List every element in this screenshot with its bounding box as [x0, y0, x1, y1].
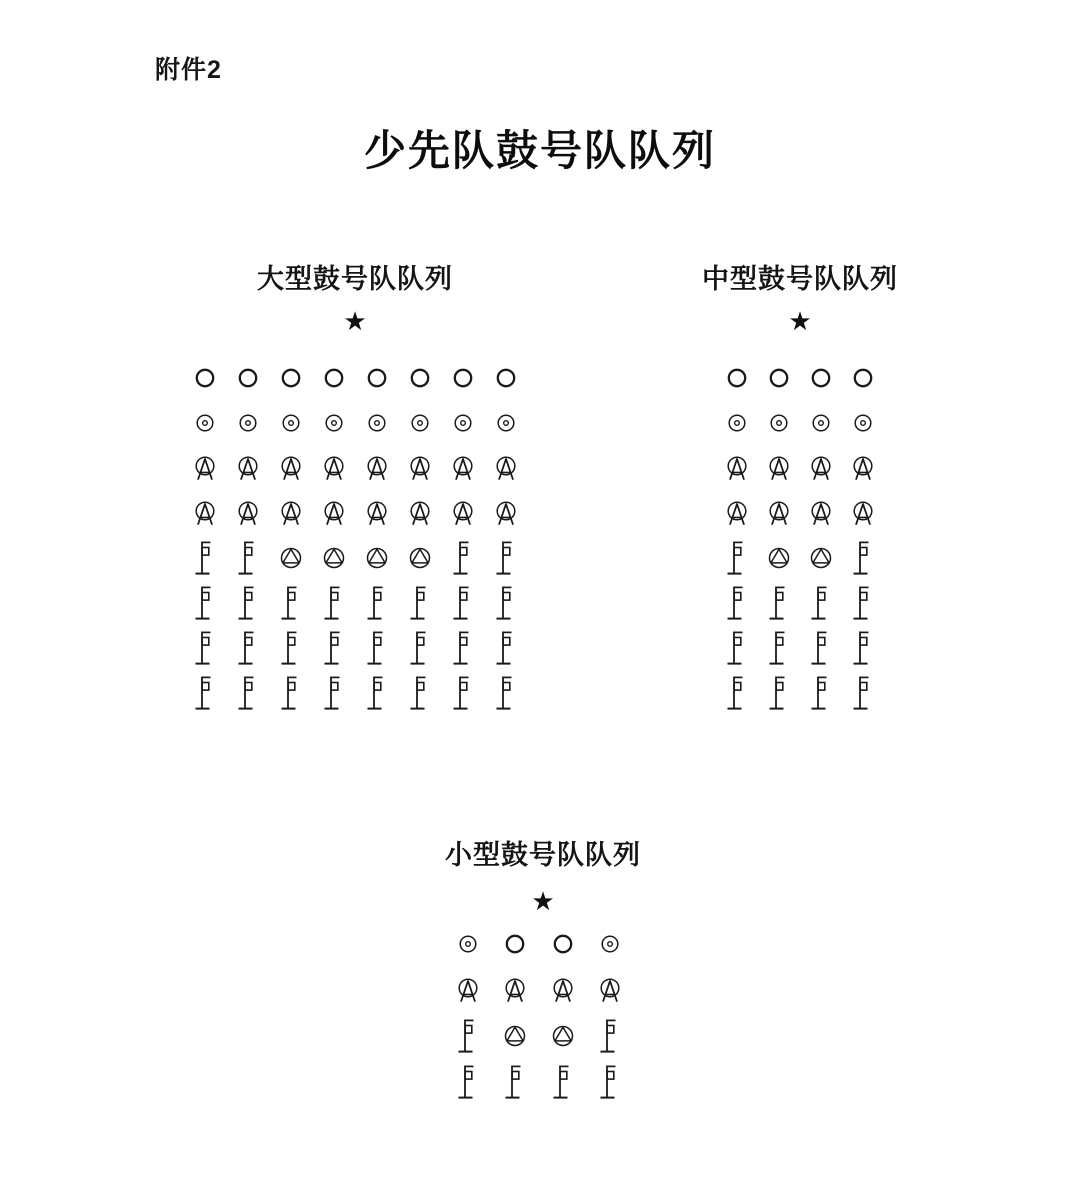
double-circle-icon	[312, 400, 355, 445]
flag-icon	[441, 535, 484, 580]
flag-icon	[355, 580, 398, 625]
flag-icon	[444, 1059, 492, 1105]
flag-icon	[758, 580, 800, 625]
circle-icon	[539, 921, 587, 967]
formation-medium-title: 中型鼓号队队列	[702, 264, 898, 294]
circle-icon	[312, 355, 355, 400]
circle-a-icon	[842, 490, 884, 535]
formation-large-grid	[183, 355, 527, 715]
flag-icon	[444, 1013, 492, 1059]
formation-row	[183, 670, 527, 715]
flag-icon	[539, 1059, 587, 1105]
flag-icon	[842, 580, 884, 625]
double-circle-icon	[226, 400, 269, 445]
star-icon: ★	[788, 307, 812, 337]
flag-icon	[441, 625, 484, 670]
formation-small-title: 小型鼓号队队列	[445, 840, 641, 870]
circle-a-icon	[269, 445, 312, 490]
circle-a-icon	[484, 490, 527, 535]
flag-icon	[758, 625, 800, 670]
double-circle-icon	[269, 400, 312, 445]
flag-icon	[398, 580, 441, 625]
circle-triangle-icon	[398, 535, 441, 580]
flag-icon	[492, 1059, 540, 1105]
flag-icon	[800, 670, 842, 715]
formation-row	[716, 580, 884, 625]
circle-a-icon	[484, 445, 527, 490]
formation-row	[183, 535, 527, 580]
flag-icon	[716, 625, 758, 670]
circle-a-icon	[312, 445, 355, 490]
circle-icon	[226, 355, 269, 400]
star-icon: ★	[531, 887, 555, 917]
formation-row	[716, 490, 884, 535]
flag-icon	[355, 670, 398, 715]
flag-icon	[800, 625, 842, 670]
flag-icon	[355, 625, 398, 670]
double-circle-icon	[842, 400, 884, 445]
flag-icon	[226, 625, 269, 670]
circle-a-icon	[183, 490, 226, 535]
formation-row	[183, 355, 527, 400]
circle-a-icon	[716, 490, 758, 535]
double-circle-icon	[716, 400, 758, 445]
flag-icon	[758, 670, 800, 715]
circle-a-icon	[441, 445, 484, 490]
double-circle-icon	[758, 400, 800, 445]
double-circle-icon	[444, 921, 492, 967]
flag-icon	[587, 1013, 635, 1059]
flag-icon	[716, 670, 758, 715]
circle-a-icon	[492, 967, 540, 1013]
circle-triangle-icon	[269, 535, 312, 580]
circle-icon	[484, 355, 527, 400]
flag-icon	[312, 670, 355, 715]
page-title: 少先队鼓号队队列	[363, 129, 716, 175]
circle-a-icon	[800, 445, 842, 490]
circle-a-icon	[312, 490, 355, 535]
circle-a-icon	[398, 445, 441, 490]
flag-icon	[716, 580, 758, 625]
flag-icon	[269, 670, 312, 715]
circle-a-icon	[539, 967, 587, 1013]
flag-icon	[441, 670, 484, 715]
circle-a-icon	[226, 490, 269, 535]
formation-row	[716, 445, 884, 490]
flag-icon	[484, 535, 527, 580]
formation-row	[183, 625, 527, 670]
attachment-label: 附件2	[155, 56, 222, 84]
circle-icon	[842, 355, 884, 400]
circle-a-icon	[758, 445, 800, 490]
flag-icon	[269, 625, 312, 670]
double-circle-icon	[441, 400, 484, 445]
flag-icon	[842, 670, 884, 715]
circle-triangle-icon	[312, 535, 355, 580]
flag-icon	[484, 625, 527, 670]
formation-row	[716, 400, 884, 445]
circle-a-icon	[444, 967, 492, 1013]
circle-icon	[492, 921, 540, 967]
double-circle-icon	[800, 400, 842, 445]
formation-row	[183, 580, 527, 625]
circle-a-icon	[269, 490, 312, 535]
flag-icon	[441, 580, 484, 625]
circle-triangle-icon	[492, 1013, 540, 1059]
formation-row	[716, 535, 884, 580]
flag-icon	[226, 535, 269, 580]
circle-a-icon	[226, 445, 269, 490]
circle-icon	[183, 355, 226, 400]
double-circle-icon	[484, 400, 527, 445]
formation-row	[183, 490, 527, 535]
formation-large-title: 大型鼓号队队列	[257, 264, 453, 294]
formation-row	[183, 445, 527, 490]
flag-icon	[484, 580, 527, 625]
double-circle-icon	[355, 400, 398, 445]
circle-a-icon	[355, 445, 398, 490]
circle-a-icon	[842, 445, 884, 490]
formation-row	[444, 967, 634, 1013]
circle-icon	[269, 355, 312, 400]
flag-icon	[312, 625, 355, 670]
flag-icon	[183, 535, 226, 580]
double-circle-icon	[398, 400, 441, 445]
circle-a-icon	[758, 490, 800, 535]
circle-icon	[758, 355, 800, 400]
formation-row	[444, 1059, 634, 1105]
formation-row	[444, 921, 634, 967]
formation-small-grid	[444, 921, 634, 1105]
flag-icon	[398, 670, 441, 715]
flag-icon	[398, 625, 441, 670]
circle-a-icon	[587, 967, 635, 1013]
circle-triangle-icon	[355, 535, 398, 580]
formation-row	[716, 670, 884, 715]
circle-icon	[398, 355, 441, 400]
circle-triangle-icon	[758, 535, 800, 580]
circle-icon	[800, 355, 842, 400]
circle-a-icon	[398, 490, 441, 535]
flag-icon	[842, 625, 884, 670]
circle-icon	[716, 355, 758, 400]
flag-icon	[716, 535, 758, 580]
circle-triangle-icon	[539, 1013, 587, 1059]
flag-icon	[183, 625, 226, 670]
circle-triangle-icon	[800, 535, 842, 580]
circle-a-icon	[183, 445, 226, 490]
formation-medium-grid	[716, 355, 884, 715]
formation-row	[444, 1013, 634, 1059]
formation-row	[716, 355, 884, 400]
flag-icon	[226, 580, 269, 625]
formation-row	[183, 400, 527, 445]
double-circle-icon	[183, 400, 226, 445]
flag-icon	[183, 580, 226, 625]
flag-icon	[226, 670, 269, 715]
star-icon: ★	[343, 307, 367, 337]
circle-a-icon	[355, 490, 398, 535]
circle-icon	[355, 355, 398, 400]
flag-icon	[312, 580, 355, 625]
circle-a-icon	[800, 490, 842, 535]
double-circle-icon	[587, 921, 635, 967]
flag-icon	[800, 580, 842, 625]
formation-row	[716, 625, 884, 670]
flag-icon	[269, 580, 312, 625]
flag-icon	[484, 670, 527, 715]
circle-icon	[441, 355, 484, 400]
circle-a-icon	[716, 445, 758, 490]
flag-icon	[587, 1059, 635, 1105]
flag-icon	[183, 670, 226, 715]
circle-a-icon	[441, 490, 484, 535]
flag-icon	[842, 535, 884, 580]
